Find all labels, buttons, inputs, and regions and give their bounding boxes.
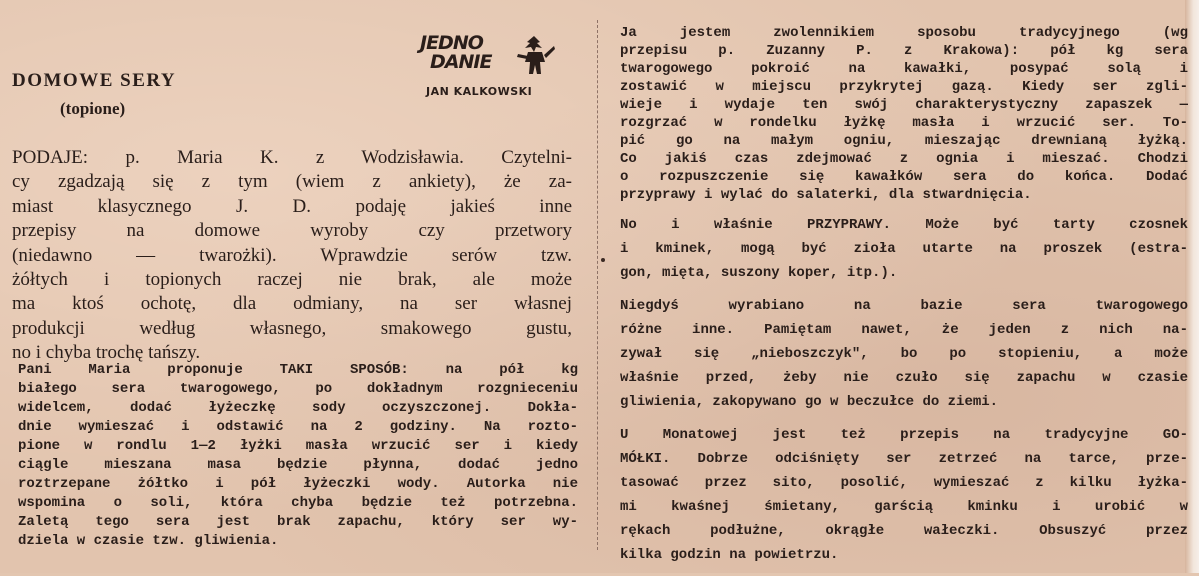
lead-text-line: produkcji według własnego, smakowego gustu, — [12, 317, 572, 339]
body-text-line: gliwienia, zakopywano go w beczułce do ziemi. — [620, 394, 999, 410]
column-divider — [597, 20, 598, 550]
body-text-line: Zaletą tego sera jest brak zapachu, który ser wy- — [18, 514, 578, 530]
body-text-line: widelcem, dodać łyżeczkę sody oczyszczonej. Dokła- — [18, 400, 578, 416]
lead-text-line: PODAJE: p. Maria K. z Wodzisławia. Czytelni- — [12, 147, 572, 168]
body-text-line: ciągle mieszana masa będzie płynna, dodać jedno — [18, 457, 578, 473]
logo-title-line1: JEDNO — [420, 32, 483, 54]
body-text-line: Niegdyś wyrabiano na bazie sera twarogowego — [620, 298, 1188, 314]
lead-text-line: cy zgadzają się z tym (wiem z ankiety), że za- — [12, 171, 572, 193]
body-text-line: pione w rondlu 1—2 łyżki masła wrzucić ser i kiedy — [18, 438, 578, 454]
logo-title — [420, 34, 520, 82]
body-text-line: roztrzepane żółtko i pół łyżeczki wody. Autorka nie — [18, 476, 578, 492]
left-body-paragraph — [18, 361, 578, 551]
body-text-line: gon, mięta, suszony koper, itp.). — [620, 265, 898, 281]
body-text-line: mi kwaśnej śmietany, garścią kminku i urobić w — [620, 499, 1188, 515]
body-text-line: tasować przez sito, posolić, wymieszać z kilku łyżka- — [620, 475, 1188, 491]
body-text-line: Pani Maria proponuje TAKI SPOSÓB: na pół kg — [18, 362, 578, 378]
column-logo — [420, 34, 560, 104]
article-title: DOMOWE SERY — [12, 70, 177, 91]
lead-text-line: żółtych i topionych raczej nie brak, ale może — [12, 269, 572, 291]
body-text-line: U Monatowej jest też przepis na tradycyjne GO- — [620, 427, 1188, 443]
body-text-line: wieje i wydaje ten swój charakterystyczny zapaszek — — [620, 97, 1188, 113]
lead-text-line: miast klasycznego J. D. podaję jakieś inne — [12, 195, 572, 217]
lead-text-line: przepisy na domowe wyroby czy przetwory — [12, 220, 572, 242]
body-text-line: rozgrzać w rondelku łyżkę masła i wrzucić ser. To- — [620, 115, 1188, 131]
body-text-line: i kminek, mogą być zioła utarte na proszek (estra- — [620, 241, 1188, 257]
body-text-line: MÓŁKI. Dobrze odciśnięty ser zetrzeć na tarce, prze- — [620, 451, 1188, 467]
logo-title-line2: DANIE — [430, 51, 492, 73]
lead-paragraph — [12, 146, 572, 366]
body-text-line: wspomina o soli, która chyba będzie też potrzebna. — [18, 495, 578, 511]
right-paragraph-1 — [620, 24, 1188, 204]
logo-author: JAN KALKOWSKI — [426, 85, 533, 98]
body-text-line: Co jakiś czas zdejmować z ognia i mieszać. Chodzi — [620, 151, 1188, 167]
body-text-line: dziela w czasie tzw. gliwienia. — [18, 533, 279, 549]
print-speck — [601, 258, 605, 262]
right-paragraph-3 — [620, 294, 1188, 414]
body-text-line: rękach podłużne, okrągłe wałeczki. Obsuszyć przez — [620, 523, 1188, 539]
lead-text-line: (niedawno — twarożki). Wprawdzie serów tzw. — [12, 244, 572, 266]
body-text-line: kilka godzin na powietrzu. — [620, 547, 839, 563]
lead-text-line: no i chyba trochę tańszy. — [12, 342, 201, 364]
body-text-line: No i właśnie PRZYPRAWY. Może być tarty czosnek — [620, 217, 1188, 233]
body-text-line: przepisu p. Zuzanny P. z Krakowa): pół kg sera — [620, 43, 1188, 59]
article-subtitle: (topione) — [60, 99, 126, 118]
chef-figure-icon — [514, 34, 556, 78]
body-text-line: białego sera twarogowego, po dokładnym rozgnieceniu — [18, 381, 578, 397]
lead-text-line: ma ktoś ochotę, dla odmiany, na ser własnej — [12, 293, 572, 315]
right-paragraph-2 — [620, 213, 1188, 285]
body-text-line: przyprawy i wylać do salaterki, dla stwardnięcia. — [620, 187, 1032, 203]
body-text-line: o rozpuszczenie się kawałków sera do końca. Dodać — [620, 169, 1188, 185]
body-text-line: zostawić w miejscu przykrytej gazą. Kiedy ser zgli- — [620, 79, 1188, 95]
right-column — [620, 24, 1188, 576]
body-text-line: twarogowego pokroić na kawałki, posypać solą i — [620, 61, 1188, 77]
body-text-line: pić go na małym ogniu, mieszając drewnianą łyżką. — [620, 133, 1188, 149]
body-text-line: zywał się „nieboszczyk", bo po stopieniu, a może — [620, 346, 1188, 362]
right-paragraph-4 — [620, 423, 1188, 567]
body-text-line: dnie wymieszać i odstawić na 2 godziny. Na rozto- — [18, 419, 578, 435]
body-text-line: Ja jestem zwolennikiem sposobu tradycyjnego (wg — [620, 25, 1188, 41]
body-text-line: różne inne. Pamiętam nawet, że jeden z nich na- — [620, 322, 1188, 338]
body-text-line: właśnie przed, żeby nie czuło się zapachu w czasie — [620, 370, 1188, 386]
